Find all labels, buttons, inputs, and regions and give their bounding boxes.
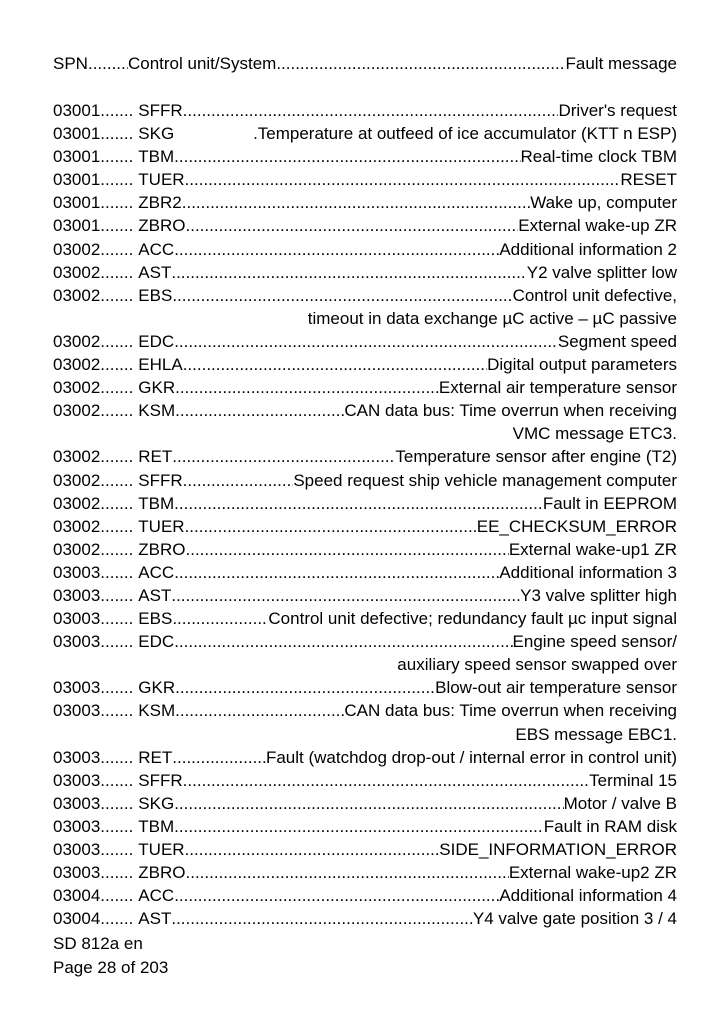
list-item	[53, 792, 677, 815]
control-unit: RET	[138, 447, 173, 467]
header-row	[53, 52, 677, 75]
leader-dots	[100, 838, 133, 861]
control-unit: GKR	[138, 378, 176, 398]
fault-message: Additional information 4	[499, 886, 677, 906]
list-item	[53, 630, 677, 653]
leader-dots	[172, 607, 268, 630]
leader-dots	[172, 284, 512, 307]
leader-dots	[171, 261, 526, 284]
leader-dots	[100, 561, 133, 584]
list-item	[53, 99, 677, 122]
leader-dots	[185, 838, 440, 861]
fault-message: Additional information 2	[499, 239, 677, 259]
leader-dots	[100, 907, 133, 930]
spn-code: 03004	[53, 886, 101, 906]
leader-dots	[175, 399, 344, 422]
list-item	[53, 538, 677, 561]
fault-message: CAN data bus: Time overrun when receiving	[344, 701, 677, 721]
spn-code: 03003	[53, 816, 101, 836]
list-item	[53, 238, 677, 261]
control-unit: EHLA	[138, 355, 183, 375]
control-unit: ZBRO	[138, 863, 186, 883]
leader-dots	[183, 99, 559, 122]
fault-message-continuation: auxiliary speed sensor swapped over	[397, 655, 677, 675]
list-item	[53, 145, 677, 168]
leader-dots	[100, 515, 133, 538]
control-unit: ZBRO	[138, 216, 186, 236]
fault-message: Y3 valve splitter high	[520, 585, 677, 605]
fault-message: Terminal 15	[589, 770, 677, 790]
leader-dots	[174, 792, 563, 815]
fault-message: Control unit defective; redundancy fault µc input signal	[268, 609, 677, 629]
spn-code: 03002	[53, 285, 101, 305]
leader-dots	[100, 122, 133, 145]
leader-dots	[174, 815, 544, 838]
leader-dots	[100, 261, 133, 284]
header-message: Fault message	[565, 54, 677, 73]
spn-code: 03003	[53, 770, 101, 790]
control-unit: AST	[138, 909, 172, 929]
leader-dots	[100, 884, 133, 907]
spn-code: 03003	[53, 632, 101, 652]
leader-dots	[171, 584, 520, 607]
fault-message: Y2 valve splitter low	[526, 262, 677, 282]
leader-dots	[100, 445, 133, 468]
leader-dots	[183, 353, 487, 376]
control-unit: TBM	[138, 147, 175, 167]
spn-code: 03003	[53, 701, 101, 721]
fault-message: CAN data bus: Time overrun when receiving	[344, 401, 677, 421]
spn-code: 03002	[53, 355, 101, 375]
spn-code: 03001	[53, 170, 101, 190]
leader-dots	[172, 445, 395, 468]
spn-code: 03002	[53, 470, 101, 490]
header-unit: Control unit/System	[127, 54, 277, 73]
spn-code: 03001	[53, 101, 101, 120]
spn-code: 03003	[53, 609, 101, 629]
list-item	[53, 168, 677, 191]
fault-message: Blow-out air temperature sensor	[435, 678, 677, 698]
control-unit: ZBRO	[138, 539, 186, 559]
spn-code: 03002	[53, 493, 101, 513]
fault-message-continuation: EBS message EBC1.	[515, 724, 677, 744]
leader-dots	[174, 492, 543, 515]
leader-dots	[100, 630, 133, 653]
list-item	[53, 746, 677, 769]
leader-dots	[88, 52, 128, 75]
fault-message-continuation: timeout in data exchange µC active – µC passive	[307, 308, 677, 328]
spn-code: 03003	[53, 585, 101, 605]
leader-dots	[100, 168, 133, 191]
fault-message: Digital output parameters	[487, 355, 677, 375]
leader-dots	[100, 699, 133, 722]
leader-dots	[100, 538, 133, 561]
leader-dots	[172, 746, 266, 769]
spn-code: 03004	[53, 909, 101, 929]
list-item	[53, 445, 677, 468]
spn-code: 03001	[53, 124, 101, 144]
list-item	[53, 469, 677, 492]
fault-message: Fault (watchdog drop-out / internal error in control unit)	[265, 747, 677, 767]
leader-dots	[100, 861, 133, 884]
leader-dots	[185, 515, 477, 538]
fault-code-list	[53, 99, 677, 930]
leader-dots	[174, 561, 499, 584]
list-item	[53, 676, 677, 699]
leader-dots	[174, 145, 520, 168]
control-unit: EDC	[138, 632, 175, 652]
spn-code: 03003	[53, 793, 101, 813]
leader-dots	[100, 492, 133, 515]
fault-message: EE_CHECKSUM_ERROR	[476, 516, 677, 536]
list-item	[53, 607, 677, 630]
header-spn: SPN	[53, 54, 88, 73]
leader-dots	[100, 815, 133, 838]
spn-code: 03003	[53, 863, 101, 883]
list-item	[53, 561, 677, 584]
leader-dots	[100, 238, 133, 261]
control-unit: EDC	[138, 331, 175, 351]
fault-message: External wake-up ZR	[518, 216, 677, 236]
list-item	[53, 191, 677, 214]
document-id: SD 812a en	[53, 934, 143, 953]
spn-code: 03003	[53, 678, 101, 698]
fault-message: Control unit defective,	[512, 285, 677, 305]
fault-message: .Temperature at outfeed of ice accumulator (KTT n ESP)	[253, 124, 677, 144]
fault-message: Real-time clock TBM	[520, 147, 677, 167]
fault-message: Speed request ship vehicle management computer	[293, 470, 677, 490]
spn-code: 03002	[53, 331, 101, 351]
control-unit: RET	[138, 747, 173, 767]
control-unit: TBM	[138, 816, 175, 836]
fault-message: Temperature sensor after engine (T2)	[395, 447, 677, 467]
list-item	[53, 584, 677, 607]
leader-dots	[100, 584, 133, 607]
list-item	[53, 284, 677, 307]
leader-dots	[100, 746, 133, 769]
leader-dots	[175, 676, 435, 699]
fault-message: Fault in RAM disk	[543, 816, 677, 836]
leader-dots	[175, 376, 439, 399]
spn-code: 03003	[53, 562, 101, 582]
leader-dots	[100, 214, 133, 237]
list-item	[53, 884, 677, 907]
fault-message: External wake-up1 ZR	[508, 539, 677, 559]
control-unit: ACC	[138, 886, 175, 906]
list-item	[53, 515, 677, 538]
spn-code: 03003	[53, 747, 101, 767]
spn-code: 03002	[53, 378, 101, 398]
leader-dots	[175, 699, 344, 722]
leader-dots	[100, 99, 133, 122]
leader-dots	[183, 769, 589, 792]
leader-dots	[100, 191, 133, 214]
leader-dots	[174, 884, 499, 907]
leader-dots	[186, 538, 509, 561]
control-unit: ACC	[138, 239, 175, 259]
control-unit: AST	[138, 262, 172, 282]
leader-dots	[174, 330, 558, 353]
fault-message: Motor / valve B	[563, 793, 677, 813]
leader-dots	[100, 330, 133, 353]
list-item	[53, 353, 677, 376]
list-item	[53, 838, 677, 861]
list-item	[53, 214, 677, 237]
spn-code: 03002	[53, 539, 101, 559]
list-item	[53, 122, 677, 145]
spn-code: 03001	[53, 147, 101, 167]
page-number: Page 28 of 203	[53, 958, 169, 977]
control-unit: AST	[138, 585, 172, 605]
list-item	[53, 330, 677, 353]
list-item	[53, 699, 677, 722]
leader-dots	[174, 630, 512, 653]
spn-code: 03003	[53, 840, 101, 859]
list-item	[53, 815, 677, 838]
list-item	[53, 399, 677, 422]
control-unit: EBS	[138, 609, 173, 629]
fault-message: Wake up, computer	[530, 193, 677, 213]
control-unit: ACC	[138, 562, 175, 582]
leader-dots	[100, 284, 133, 307]
spn-code: 03001	[53, 216, 101, 236]
control-unit: TBM	[138, 493, 175, 513]
control-unit: SFFR	[138, 101, 183, 120]
list-item	[53, 769, 677, 792]
spn-code: 03002	[53, 447, 101, 467]
list-item	[53, 492, 677, 515]
list-item	[53, 376, 677, 399]
leader-dots	[100, 676, 133, 699]
list-item	[53, 907, 677, 930]
leader-dots	[171, 907, 473, 930]
leader-dots	[183, 469, 294, 492]
table-header	[53, 52, 677, 76]
fault-message: Driver's request	[558, 101, 677, 120]
fault-message: Engine speed sensor/	[512, 632, 677, 652]
page-footer	[53, 932, 168, 980]
control-unit: TUER	[138, 840, 185, 859]
control-unit: SKG	[138, 793, 175, 813]
control-unit: TUER	[138, 516, 185, 536]
control-unit: GKR	[138, 678, 176, 698]
fault-message: Fault in EEPROM	[542, 493, 677, 513]
fault-message: SIDE_INFORMATION_ERROR	[439, 840, 677, 859]
fault-message: RESET	[620, 170, 677, 190]
list-item	[53, 261, 677, 284]
leader-dots	[174, 238, 499, 261]
fault-message: Additional information 3	[499, 562, 677, 582]
leader-dots	[100, 607, 133, 630]
fault-message: Segment speed	[557, 331, 677, 351]
leader-dots	[100, 399, 133, 422]
spn-code: 03001	[53, 193, 101, 213]
leader-dots	[100, 353, 133, 376]
leader-dots	[182, 191, 530, 214]
spn-code: 03002	[53, 401, 101, 421]
leader-dots	[100, 145, 133, 168]
control-unit: ZBR2	[138, 193, 182, 213]
leader-dots	[186, 861, 509, 884]
spn-code: 03002	[53, 239, 101, 259]
control-unit: SFFR	[138, 770, 183, 790]
fault-message: Y4 valve gate position 3 / 4	[472, 909, 677, 929]
control-unit: TUER	[138, 170, 185, 190]
leader-dots	[100, 792, 133, 815]
leader-dots	[185, 168, 621, 191]
leader-dots	[100, 469, 133, 492]
fault-message: External air temperature sensor	[438, 378, 677, 398]
control-unit: KSM	[138, 701, 176, 721]
spn-code: 03002	[53, 262, 101, 282]
leader-dots	[186, 214, 519, 237]
control-unit: SFFR	[138, 470, 183, 490]
control-unit: EBS	[138, 285, 173, 305]
control-unit: SKG	[138, 124, 175, 144]
spn-code: 03002	[53, 516, 101, 536]
leader-dots	[276, 52, 565, 75]
fault-message-continuation: VMC message ETC3.	[512, 424, 677, 444]
list-item	[53, 861, 677, 884]
control-unit: KSM	[138, 401, 176, 421]
leader-dots	[100, 769, 133, 792]
leader-dots	[100, 376, 133, 399]
fault-message: External wake-up2 ZR	[508, 863, 677, 883]
